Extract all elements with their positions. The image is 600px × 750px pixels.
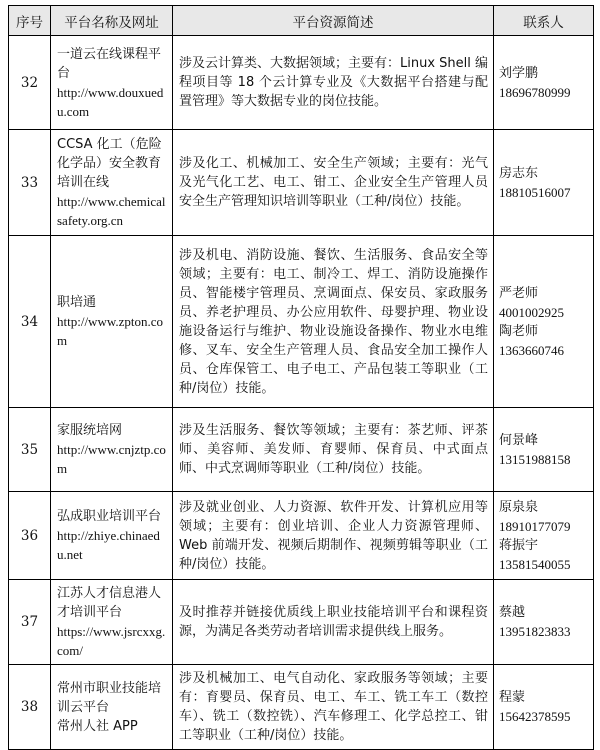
contact-phone: 13581540055 xyxy=(499,556,571,572)
description-cell: 涉及机械加工、电气自动化、家政服务等领域；主要有：育婴员、保育员、电工、车工、铣工车工（数控车）、铣工（数控铣）、汽车修理工、化学总控工、钳工等职业（工种/岗位）技能。 xyxy=(173,665,494,750)
contact-phone: 1363660746 xyxy=(499,342,564,358)
description-cell: 涉及化工、机械加工、安全生产领域；主要有：光气及光气化工艺、电工、钳工、企业安全生产管理人员安全生产管理知识培训等职业（工种/岗位）技能。 xyxy=(173,130,494,236)
table-row xyxy=(9,665,594,750)
platform-cell xyxy=(51,665,173,750)
header-platform: 平台名称及网址 xyxy=(51,6,173,36)
contact-cell xyxy=(494,665,594,750)
description-cell: 涉及就业创业、人力资源、软件开发、计算机应用等领域；主要有：创业培训、企业人力资源管理师、Web 前端开发、视频后期制作、视频剪辑等职业（工种/岗位）技能。 xyxy=(173,492,494,580)
platform-name: 职培通 xyxy=(57,295,97,310)
contact-cell xyxy=(494,580,594,665)
contact-name: 原泉泉 xyxy=(499,499,539,515)
table-row xyxy=(9,408,594,492)
table-row xyxy=(9,236,594,408)
contact-phone: 18910177079 xyxy=(499,518,571,534)
contact-phone: 4001002925 xyxy=(499,304,564,320)
platform-cell xyxy=(51,408,173,492)
platform-cell xyxy=(51,36,173,130)
contact-name: 何景峰 xyxy=(499,432,539,448)
contact-cell xyxy=(494,130,594,236)
contact-cell xyxy=(494,36,594,130)
platform-cell xyxy=(51,130,173,236)
header-index: 序号 xyxy=(9,6,51,36)
platform-cell xyxy=(51,580,173,665)
row-index: 35 xyxy=(9,408,51,492)
row-index: 34 xyxy=(9,236,51,408)
platform-name: CCSA 化工（危险化学品）安全教育培训在线 xyxy=(57,137,162,190)
platform-table xyxy=(8,5,594,750)
row-index: 32 xyxy=(9,36,51,130)
contact-name: 刘学鹏 xyxy=(499,65,539,81)
platform-cell xyxy=(51,492,173,580)
contact-phone: 13951823833 xyxy=(499,624,571,639)
contact-cell xyxy=(494,492,594,580)
platform-app: 常州人社 APP xyxy=(57,718,138,734)
platform-cell xyxy=(51,236,173,408)
contact-phone: 15642378595 xyxy=(499,709,571,724)
platform-url[interactable]: http://www.zpton.com xyxy=(57,314,164,348)
header-contact: 联系人 xyxy=(494,6,594,36)
contact-name: 房志东 xyxy=(499,165,539,181)
description-cell: 涉及云计算类、大数据领域；主要有：Linux Shell 编程项目等 18 个云计算专业及《大数据平台搭建与配置管理》等大数据专业的岗位技能。 xyxy=(173,36,494,130)
platform-name: 家服统培网 xyxy=(57,423,123,438)
contact-phone: 13151988158 xyxy=(499,451,571,467)
contact-name: 蒋振宇 xyxy=(499,537,539,553)
row-index: 38 xyxy=(9,665,51,750)
table-header-row xyxy=(9,6,594,36)
platform-name: 江苏人才信息港人才培训平台 xyxy=(57,586,162,620)
table-row xyxy=(9,36,594,130)
contact-name: 蔡越 xyxy=(499,605,526,620)
row-index: 33 xyxy=(9,130,51,236)
contact-name: 严老师 xyxy=(499,285,539,301)
contact-phone: 18810516007 xyxy=(499,184,571,200)
platform-url[interactable]: https://www.jsrcxxg.com/ xyxy=(57,624,166,658)
platform-name: 常州市职业技能培训云平台 xyxy=(57,680,162,715)
platform-url[interactable]: http://www.chemicalsafety.org.cn xyxy=(57,194,166,228)
platform-url[interactable]: http://zhiye.chinaedu.net xyxy=(57,528,160,562)
row-index: 36 xyxy=(9,492,51,580)
contact-name: 程蒙 xyxy=(499,690,526,705)
description-cell: 涉及生活服务、餐饮等领域；主要有：茶艺师、评茶师、美容师、美发师、育婴师、保育员、中式面点师、中式烹调师等职业（工种/岗位）技能。 xyxy=(173,408,494,492)
row-index: 37 xyxy=(9,580,51,665)
platform-url[interactable]: http://www.douxuedu.com xyxy=(57,84,164,119)
platform-name: 一道云在线课程平台 xyxy=(57,46,162,81)
description-cell: 涉及机电、消防设施、餐饮、生活服务、食品安全等领域；主要有：电工、制冷工、焊工、消防设施操作员、智能楼宇管理员、烹调面点、保安员、家政服务员、养老护理员、办公应用软件、母婴护理、物业设施设备运行与维护、物业设施设备操作、物业水电维修、叉车、安全生产管理人员、食品安全加工操作人员、仓库保管工、电子电工、产品包装工等职业（工种/岗位）技能。 xyxy=(173,236,494,408)
contact-cell xyxy=(494,408,594,492)
header-description: 平台资源简述 xyxy=(173,6,494,36)
platform-name: 弘成职业培训平台 xyxy=(57,509,162,524)
contact-name: 陶老师 xyxy=(499,323,539,339)
description-cell: 及时推荐并链接优质线上职业技能培训平台和课程资源，为满足各类劳动者培训需求提供线上服务。 xyxy=(173,580,494,665)
table-row xyxy=(9,492,594,580)
table-row xyxy=(9,580,594,665)
platform-url[interactable]: http://www.cnjztp.com xyxy=(57,442,166,476)
table-row xyxy=(9,130,594,236)
contact-cell xyxy=(494,236,594,408)
contact-phone: 18696780999 xyxy=(499,84,571,100)
